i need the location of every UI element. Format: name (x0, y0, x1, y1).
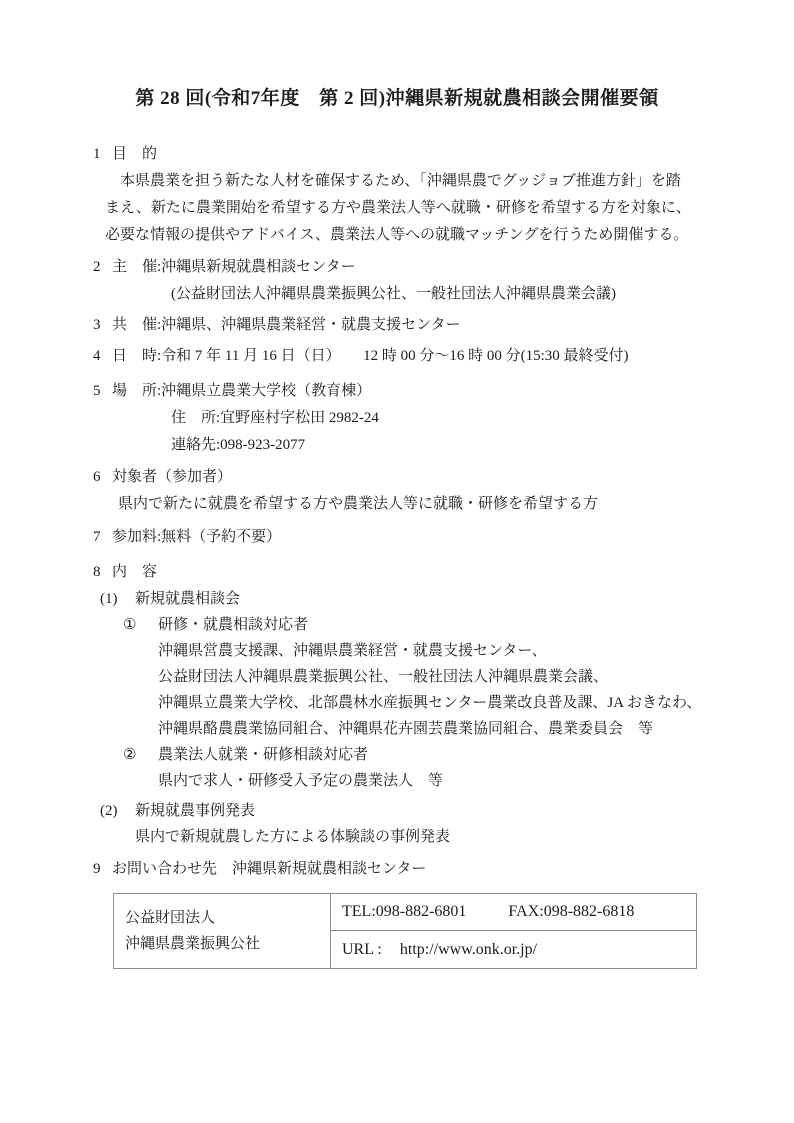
section-5-address: 住 所:宜野座村字松田 2982-24 (171, 410, 379, 426)
item-1-marker: (1) (100, 591, 118, 607)
section-4-heading (0, 343, 794, 370)
section-1-body-line: 本県農業を担う新たな人材を確保するため、「沖縄県農でグッジョブ推進方針」を踏 (120, 173, 681, 189)
sub-2-body: 県内で求人・研修受入予定の農業法人 等 (158, 773, 444, 789)
section-3-heading (0, 312, 794, 339)
section-9-number: 9 (93, 861, 101, 877)
section-6-label: 対象者（参加者） (112, 469, 233, 485)
section-3-text: 共 催:沖縄県、沖縄県農業経営・就農支援センター (112, 317, 461, 333)
item-1-sub-2 (0, 742, 794, 768)
section-8-item-1 (0, 586, 794, 612)
sub-1-body-line: 沖縄県営農支援課、沖縄県農業経営・就農支援センター、 (158, 643, 547, 659)
section-5-number: 5 (93, 383, 101, 399)
section-2-text: 主 催:沖縄県新規就農相談センター (112, 259, 356, 275)
contact-url-label: URL : (342, 941, 382, 958)
section-6-number: 6 (93, 469, 101, 485)
contact-fax: FAX:098-882-6818 (508, 903, 635, 920)
section-1-label: 目 的 (112, 146, 158, 162)
sub-1-body-line: 沖縄県立農業大学校、北部農林水産振興センター農業改良普及課、JA おきなわ、 (158, 695, 702, 711)
sub-1-title: 研修・就農相談対応者 (158, 617, 309, 633)
section-6-heading (0, 464, 794, 491)
section-1-body-line: まえ、新たに農業開始を希望する方や農業法人等へ就職・研修を希望する方を対象に、 (105, 200, 691, 216)
sub-2-title: 農業法人就業・研修相談対応者 (158, 747, 369, 763)
section-6-body: 県内で新たに就農を希望する方や農業法人等に就職・研修を希望する方 (118, 496, 599, 512)
contact-org-line: 公益財団法人 (125, 910, 216, 926)
contact-tel: TEL:098-882-6801 (342, 903, 467, 920)
contact-table (113, 893, 697, 969)
item-1-title: 新規就農相談会 (135, 591, 241, 607)
section-2-heading (0, 254, 794, 281)
circled-one-marker: ① (123, 617, 137, 633)
section-7-number: 7 (93, 529, 101, 545)
contact-org-line: 沖縄県農業振興公社 (125, 936, 261, 952)
section-1-number: 1 (93, 146, 101, 162)
section-7-heading (0, 524, 794, 551)
section-9-heading (0, 856, 794, 883)
contact-url-cell (331, 931, 696, 968)
contact-tel-fax-cell (331, 894, 696, 931)
sub-1-body-line: 沖縄県酪農農業協同組合、沖縄県花卉園芸農業協同組合、農業委員会 等 (158, 721, 654, 737)
contact-org-cell (114, 894, 331, 968)
section-8-heading (0, 559, 794, 586)
contact-detail-cells (331, 894, 696, 968)
section-8-number: 8 (93, 564, 101, 580)
section-5-heading (0, 378, 794, 405)
section-8-item-2 (0, 798, 794, 824)
section-4-text: 日 時:令和 7 年 11 月 16 日（日） 12 時 00 分～16 時 00 分(15:30 最終受付) (112, 348, 629, 364)
item-2-title: 新規就農事例発表 (135, 803, 256, 819)
sub-1-body-line: 公益財団法人沖縄県農業振興公社、一般社団法人沖縄県農業会議、 (158, 669, 609, 685)
item-2-body: 県内で新規就農した方による体験談の事例発表 (135, 829, 451, 845)
section-5-text: 場 所:沖縄県立農業大学校（教育棟） (112, 383, 372, 399)
section-5-phone: 連絡先:098-923-2077 (171, 437, 306, 453)
section-3-number: 3 (93, 317, 101, 333)
item-2-marker: (2) (100, 803, 118, 819)
section-7-text: 参加料:無料（予約不要） (112, 529, 282, 545)
circled-two-marker: ② (123, 747, 137, 763)
contact-url: http://www.onk.or.jp/ (399, 941, 538, 958)
section-2-subline: (公益財団法人沖縄県農業振興公社、一般社団法人沖縄県農業会議) (171, 286, 616, 302)
section-2-number: 2 (93, 259, 101, 275)
section-8-label: 内 容 (112, 564, 158, 580)
document-title: 第 28 回(令和7年度 第 2 回)沖縄県新規就農相談会開催要領 (135, 88, 659, 109)
item-1-sub-1 (0, 612, 794, 638)
section-9-text: お問い合わせ先 沖縄県新規就農相談センター (112, 861, 427, 877)
section-1-heading (0, 141, 794, 168)
section-4-number: 4 (93, 348, 101, 364)
section-1-body-line: 必要な情報の提供やアドバイス、農業法人等への就職マッチングを行うため開催する。 (105, 227, 689, 243)
